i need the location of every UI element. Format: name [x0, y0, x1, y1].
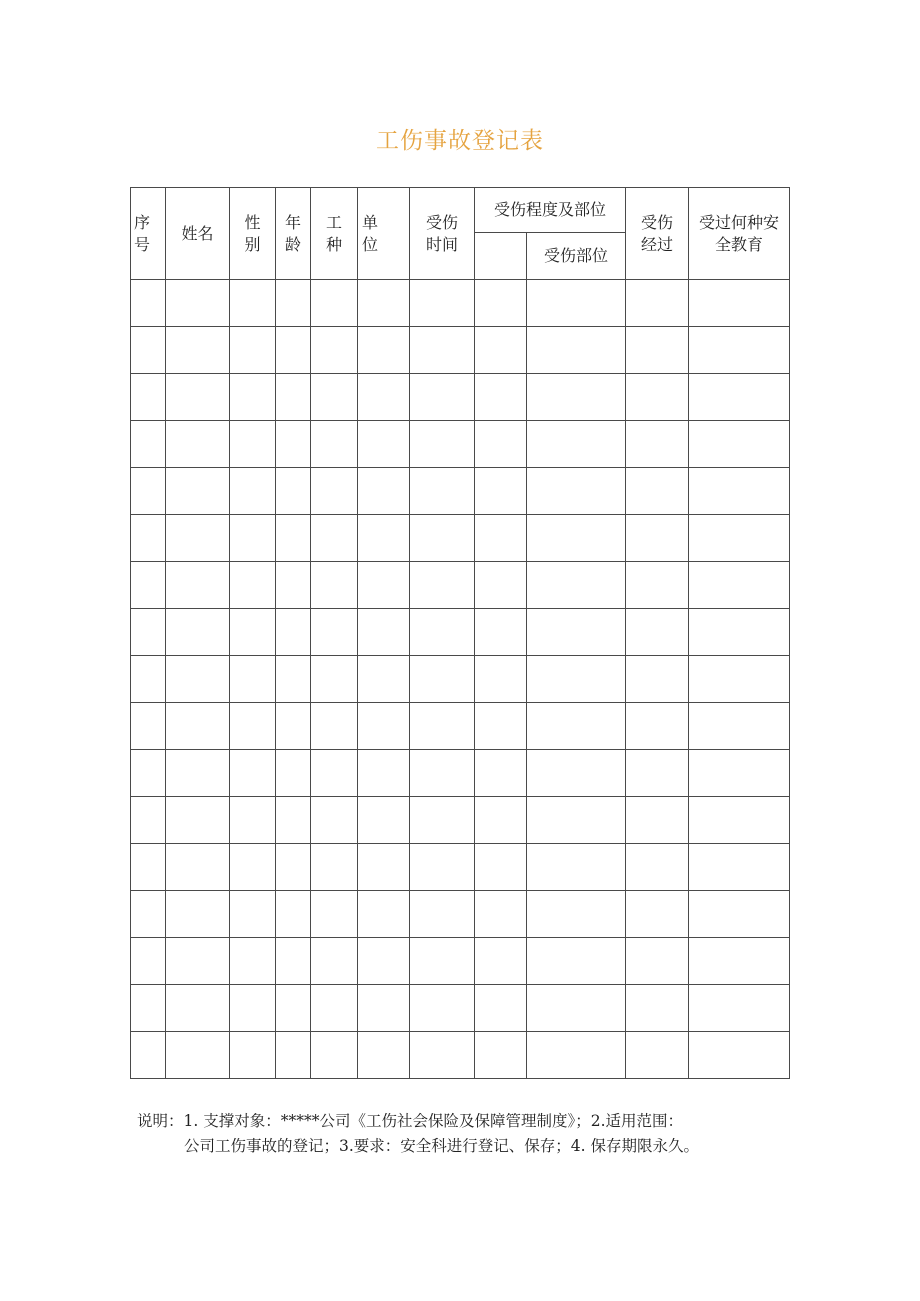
header-age-line1: 年	[284, 212, 301, 232]
table-cell[interactable]	[410, 891, 475, 938]
table-cell[interactable]	[689, 374, 790, 421]
table-cell[interactable]	[166, 750, 230, 797]
table-cell[interactable]	[358, 656, 410, 703]
table-cell[interactable]	[475, 750, 527, 797]
table-cell[interactable]	[626, 844, 689, 891]
header-gender	[230, 188, 276, 280]
table-cell[interactable]	[276, 891, 311, 938]
table-cell[interactable]	[166, 703, 230, 750]
header-injury-degree-group	[475, 188, 626, 233]
table-cell[interactable]	[527, 421, 626, 468]
header-injury-time-line2: 时间	[425, 234, 458, 254]
table-cell[interactable]	[410, 985, 475, 1032]
table-cell[interactable]	[527, 609, 626, 656]
table-cell[interactable]	[475, 891, 527, 938]
table-cell[interactable]	[311, 656, 358, 703]
header-injury-location-label: 受伤部位	[544, 246, 609, 265]
table-cell[interactable]	[410, 421, 475, 468]
table-cell[interactable]	[475, 468, 527, 515]
table-cell[interactable]	[131, 515, 166, 562]
header-name	[166, 188, 230, 280]
table-row	[131, 797, 790, 844]
table-row	[131, 750, 790, 797]
table-cell[interactable]	[527, 656, 626, 703]
table-cell[interactable]	[230, 703, 276, 750]
table-cell[interactable]	[527, 844, 626, 891]
table-cell[interactable]	[131, 750, 166, 797]
table-cell[interactable]	[358, 374, 410, 421]
header-age-line2: 龄	[284, 234, 301, 254]
table-cell[interactable]	[475, 609, 527, 656]
table-cell[interactable]	[230, 562, 276, 609]
table-cell[interactable]	[276, 374, 311, 421]
table-cell[interactable]	[358, 891, 410, 938]
table-cell[interactable]	[311, 327, 358, 374]
footnote-line-2: 公司工伤事故的登记；3.要求：安全科进行登记、保存；4. 保存期限永久。	[184, 1137, 700, 1155]
table-cell[interactable]	[166, 327, 230, 374]
table-cell[interactable]	[311, 938, 358, 985]
table-cell[interactable]	[230, 750, 276, 797]
table-cell[interactable]	[410, 938, 475, 985]
header-seq-line1: 序	[134, 212, 151, 232]
table-row	[131, 985, 790, 1032]
table-cell[interactable]	[475, 1032, 527, 1079]
table-cell[interactable]	[475, 985, 527, 1032]
table-cell[interactable]	[230, 515, 276, 562]
table-cell[interactable]	[527, 562, 626, 609]
table-cell[interactable]	[410, 374, 475, 421]
table-cell[interactable]	[689, 515, 790, 562]
table-cell[interactable]	[311, 562, 358, 609]
header-name-label: 姓名	[181, 223, 214, 243]
table-cell[interactable]	[689, 468, 790, 515]
table-cell[interactable]	[131, 938, 166, 985]
table-cell[interactable]	[358, 421, 410, 468]
table-header-row	[131, 188, 790, 233]
page-title: 工伤事故登记表	[376, 128, 544, 154]
table-cell[interactable]	[166, 844, 230, 891]
table-cell[interactable]	[276, 938, 311, 985]
table-cell[interactable]	[358, 938, 410, 985]
table-cell[interactable]	[626, 656, 689, 703]
table-cell[interactable]	[358, 327, 410, 374]
table-cell[interactable]	[311, 280, 358, 327]
table-cell[interactable]	[276, 797, 311, 844]
table-cell[interactable]	[527, 1032, 626, 1079]
header-job	[311, 188, 358, 280]
table-cell[interactable]	[311, 468, 358, 515]
table-cell[interactable]	[689, 938, 790, 985]
header-injury-degree-group-label: 受伤程度及部位	[494, 200, 607, 219]
table-cell[interactable]	[311, 797, 358, 844]
header-safety-education-line1: 受过何种安	[699, 212, 780, 232]
header-seq-line2: 号	[134, 234, 151, 254]
header-unit-line1: 单	[362, 212, 379, 232]
table-cell[interactable]	[626, 515, 689, 562]
table-cell[interactable]	[475, 280, 527, 327]
table-cell[interactable]	[410, 797, 475, 844]
table-cell[interactable]	[166, 280, 230, 327]
table-cell[interactable]	[626, 891, 689, 938]
table-cell[interactable]	[475, 374, 527, 421]
table-cell[interactable]	[689, 891, 790, 938]
table-cell[interactable]	[475, 938, 527, 985]
table-cell[interactable]	[166, 374, 230, 421]
table-cell[interactable]	[276, 562, 311, 609]
table-cell[interactable]	[527, 515, 626, 562]
table-cell[interactable]	[475, 515, 527, 562]
table-cell[interactable]	[475, 562, 527, 609]
header-injury-process-line2: 经过	[641, 234, 674, 254]
table-cell[interactable]	[131, 374, 166, 421]
table-cell[interactable]	[410, 327, 475, 374]
table-row	[131, 703, 790, 750]
table-cell[interactable]	[626, 938, 689, 985]
table-cell[interactable]	[230, 327, 276, 374]
table-cell[interactable]	[410, 562, 475, 609]
table-body	[131, 280, 790, 1079]
table-cell[interactable]	[230, 1032, 276, 1079]
table-cell[interactable]	[689, 609, 790, 656]
table-cell[interactable]	[475, 421, 527, 468]
table-cell[interactable]	[311, 609, 358, 656]
table-cell[interactable]	[626, 374, 689, 421]
table-cell[interactable]	[131, 891, 166, 938]
table-cell[interactable]	[626, 750, 689, 797]
table-cell[interactable]	[626, 703, 689, 750]
table-cell[interactable]	[276, 703, 311, 750]
table-cell[interactable]	[230, 421, 276, 468]
table-cell[interactable]	[131, 468, 166, 515]
table-cell[interactable]	[475, 327, 527, 374]
table-cell[interactable]	[626, 1032, 689, 1079]
table-cell[interactable]	[689, 797, 790, 844]
table-cell[interactable]	[276, 985, 311, 1032]
table-cell[interactable]	[358, 703, 410, 750]
table-cell[interactable]	[689, 985, 790, 1032]
table-cell[interactable]	[626, 985, 689, 1032]
table-cell[interactable]	[689, 703, 790, 750]
table-cell[interactable]	[527, 797, 626, 844]
table-cell[interactable]	[527, 985, 626, 1032]
table-cell[interactable]	[626, 468, 689, 515]
table-cell[interactable]	[230, 280, 276, 327]
footnote-line-1: 说明：1. 支撑对象：*****公司《工伤社会保险及保障管理制度》；2.适用范围：	[137, 1112, 684, 1130]
table-cell[interactable]	[276, 327, 311, 374]
table-cell[interactable]	[166, 609, 230, 656]
table-cell[interactable]	[230, 374, 276, 421]
table-cell[interactable]	[166, 421, 230, 468]
table-cell[interactable]	[527, 327, 626, 374]
table-cell[interactable]	[166, 985, 230, 1032]
table-cell[interactable]	[626, 280, 689, 327]
table-cell[interactable]	[410, 750, 475, 797]
header-safety-education-line2: 全教育	[715, 234, 764, 254]
header-job-line2: 种	[325, 234, 342, 254]
table-cell[interactable]	[131, 844, 166, 891]
table-cell[interactable]	[689, 844, 790, 891]
table-cell[interactable]	[276, 844, 311, 891]
table-cell[interactable]	[131, 703, 166, 750]
table-cell[interactable]	[276, 609, 311, 656]
table-cell[interactable]	[166, 1032, 230, 1079]
table-cell[interactable]	[626, 797, 689, 844]
table-cell[interactable]	[131, 1032, 166, 1079]
table-cell[interactable]	[311, 844, 358, 891]
table-cell[interactable]	[230, 891, 276, 938]
table-cell[interactable]	[311, 750, 358, 797]
table-cell[interactable]	[527, 468, 626, 515]
table-cell[interactable]	[311, 421, 358, 468]
table-cell[interactable]	[527, 374, 626, 421]
table-cell[interactable]	[358, 985, 410, 1032]
table-cell[interactable]	[689, 750, 790, 797]
header-safety-education	[689, 188, 790, 280]
table-cell[interactable]	[230, 985, 276, 1032]
table-cell[interactable]	[527, 703, 626, 750]
table-cell[interactable]	[689, 280, 790, 327]
header-injury-process-line1: 受伤	[641, 212, 674, 232]
table-row	[131, 280, 790, 327]
table-cell[interactable]	[166, 656, 230, 703]
table-cell[interactable]	[230, 844, 276, 891]
table-cell[interactable]	[626, 327, 689, 374]
header-age	[276, 188, 311, 280]
table-cell[interactable]	[410, 609, 475, 656]
table-cell[interactable]	[131, 562, 166, 609]
table-row	[131, 609, 790, 656]
table-row	[131, 844, 790, 891]
table-cell[interactable]	[626, 562, 689, 609]
table-cell[interactable]	[626, 421, 689, 468]
table-cell[interactable]	[527, 938, 626, 985]
table-cell[interactable]	[276, 750, 311, 797]
table-cell[interactable]	[276, 656, 311, 703]
header-injury-time	[410, 188, 475, 280]
table-row	[131, 1032, 790, 1079]
table-cell[interactable]	[276, 1032, 311, 1079]
table-cell[interactable]	[230, 797, 276, 844]
table-cell[interactable]	[410, 280, 475, 327]
table-cell[interactable]	[166, 562, 230, 609]
table-cell[interactable]	[358, 562, 410, 609]
header-gender-line1: 性	[244, 212, 261, 232]
header-gender-line2: 别	[244, 234, 261, 254]
table-cell[interactable]	[276, 421, 311, 468]
table-cell[interactable]	[358, 750, 410, 797]
table-cell[interactable]	[410, 1032, 475, 1079]
table-cell[interactable]	[527, 280, 626, 327]
table-row	[131, 515, 790, 562]
table-cell[interactable]	[131, 421, 166, 468]
table-cell[interactable]	[131, 985, 166, 1032]
table-cell[interactable]	[230, 656, 276, 703]
table-row	[131, 938, 790, 985]
table-cell[interactable]	[358, 609, 410, 656]
table-cell[interactable]	[311, 1032, 358, 1079]
table-cell[interactable]	[131, 797, 166, 844]
table-cell[interactable]	[689, 421, 790, 468]
header-injury-degree	[475, 233, 527, 280]
table-cell[interactable]	[131, 656, 166, 703]
table-cell[interactable]	[410, 468, 475, 515]
table-cell[interactable]	[230, 468, 276, 515]
table-cell[interactable]	[410, 844, 475, 891]
table-row	[131, 891, 790, 938]
table-cell[interactable]	[166, 797, 230, 844]
injury-register-table	[130, 187, 790, 1079]
table-cell[interactable]	[311, 703, 358, 750]
table-cell[interactable]	[166, 515, 230, 562]
table-cell[interactable]	[230, 938, 276, 985]
table-row	[131, 656, 790, 703]
table-cell[interactable]	[475, 703, 527, 750]
table-cell[interactable]	[358, 515, 410, 562]
table-cell[interactable]	[311, 515, 358, 562]
table-cell[interactable]	[311, 374, 358, 421]
table-cell[interactable]	[626, 609, 689, 656]
header-seq	[131, 188, 166, 280]
table-cell[interactable]	[131, 280, 166, 327]
table-cell[interactable]	[475, 844, 527, 891]
table-cell[interactable]	[166, 938, 230, 985]
table-row	[131, 562, 790, 609]
table-row	[131, 421, 790, 468]
table-cell[interactable]	[358, 468, 410, 515]
table-cell[interactable]	[358, 1032, 410, 1079]
table-cell[interactable]	[410, 656, 475, 703]
table-cell[interactable]	[166, 891, 230, 938]
table-cell[interactable]	[358, 844, 410, 891]
table-cell[interactable]	[410, 515, 475, 562]
table-row	[131, 374, 790, 421]
table-row	[131, 327, 790, 374]
table-cell[interactable]	[131, 609, 166, 656]
table-cell[interactable]	[475, 656, 527, 703]
table-cell[interactable]	[276, 468, 311, 515]
table-cell[interactable]	[276, 515, 311, 562]
table-cell[interactable]	[311, 985, 358, 1032]
table-cell[interactable]	[689, 1032, 790, 1079]
table-cell[interactable]	[358, 797, 410, 844]
header-job-line1: 工	[325, 212, 342, 232]
header-injury-time-line1: 受伤	[425, 212, 458, 232]
table-cell[interactable]	[689, 327, 790, 374]
table-row	[131, 468, 790, 515]
table-cell[interactable]	[358, 280, 410, 327]
table-cell[interactable]	[689, 656, 790, 703]
header-unit-line2: 位	[362, 234, 379, 254]
footnote	[137, 1109, 797, 1159]
table-cell[interactable]	[689, 562, 790, 609]
table-cell[interactable]	[230, 609, 276, 656]
table-cell[interactable]	[131, 327, 166, 374]
header-injury-process	[626, 188, 689, 280]
table-cell[interactable]	[166, 468, 230, 515]
header-injury-location	[527, 233, 626, 280]
table-cell[interactable]	[527, 750, 626, 797]
table-cell[interactable]	[475, 797, 527, 844]
header-unit	[358, 188, 410, 280]
table-cell[interactable]	[527, 891, 626, 938]
table-cell[interactable]	[410, 703, 475, 750]
table-cell[interactable]	[311, 891, 358, 938]
table-cell[interactable]	[276, 280, 311, 327]
